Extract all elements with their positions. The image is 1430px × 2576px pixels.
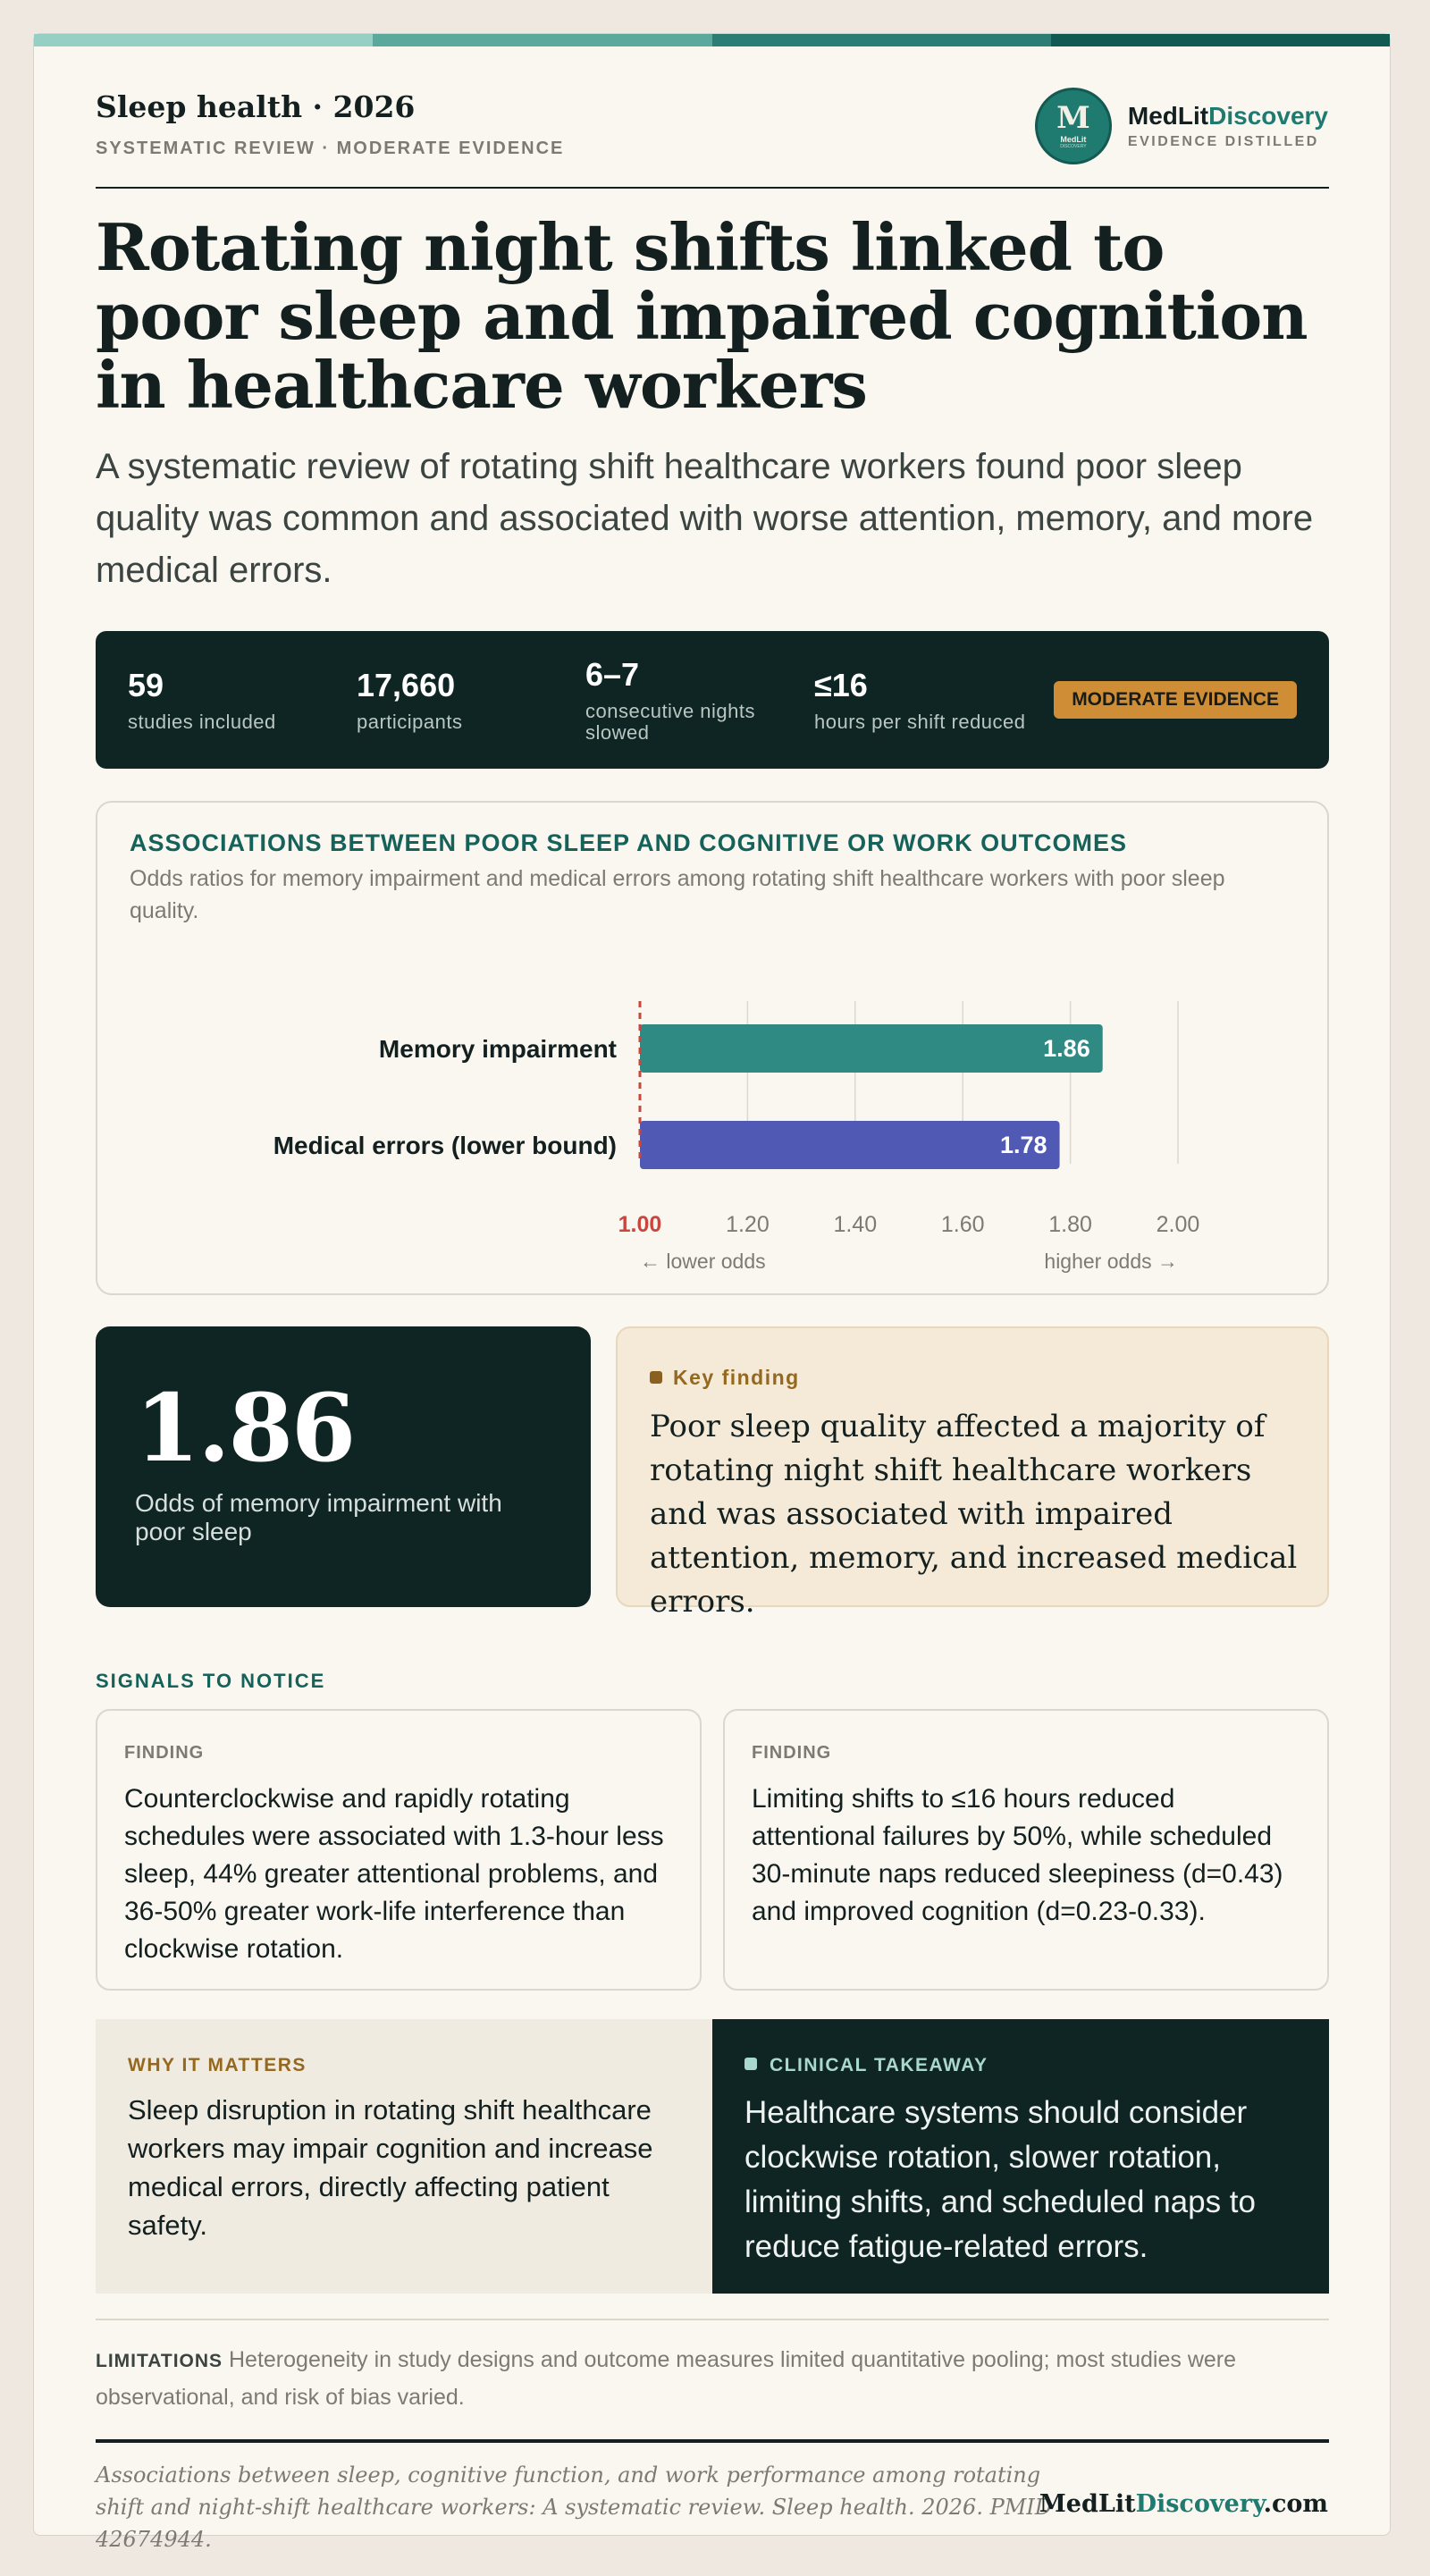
infographic-card — [33, 33, 1391, 2552]
headline: Rotating night shifts linked to poor sleep and impaired cognition in healthcare workers — [96, 209, 1308, 423]
stat-label: consecutive nights slowed — [585, 700, 755, 744]
tick-label-5: 2.00 — [1156, 1212, 1200, 1237]
brand-name-part1: MedLit — [1127, 102, 1209, 130]
takeaway-label — [744, 2055, 988, 2076]
signals-heading: SIGNALS TO NOTICE — [96, 1670, 326, 1692]
top-color-bar — [34, 34, 1390, 46]
stat-shift-hours — [814, 667, 1043, 733]
key-finding-card — [616, 1326, 1329, 1620]
footer-brand-part3: .com — [1263, 2490, 1328, 2518]
logo-letter: M — [1056, 100, 1090, 136]
signal-text: Counterclockwise and rapidly rotating schedules were associated with 1.3-hour less sleep, 44% greater attentional problems, and 36-50% greater work-life interference than clockwise rotation. — [124, 1784, 664, 1964]
lower-odds-annotation: ← lower odds — [640, 1250, 766, 1273]
limitations-text: Heterogeneity in study designs and outcome measures limited quantitative pooling; most studies were observational, and risk of bias varied. — [96, 2347, 1237, 2410]
stat-participants — [357, 667, 585, 733]
signal-text: Limiting shifts to ≤16 hours reduced attentional failures by 50%, while scheduled 30-minute naps reduced sleepiness (d=0.43) and improved cognition (d=0.23-0.33). — [752, 1784, 1283, 1926]
tick-label-3: 1.60 — [940, 1212, 985, 1237]
brand-name — [1128, 102, 1328, 130]
key-finding-text: Poor sleep quality affected a majority of rotating night shift healthcare workers and was associated with impaired attention, memory, and increased medical errors. — [650, 1409, 1298, 1620]
bullet-icon — [650, 1371, 662, 1384]
bullet-icon — [744, 2058, 757, 2070]
takeaway-text: Healthcare systems should consider clockwise rotation, slower rotation, limiting shifts, and scheduled naps to reduce fatigue-related errors. — [744, 2095, 1256, 2264]
header-divider — [96, 187, 1329, 189]
chart-title: ASSOCIATIONS BETWEEN POOR SLEEP AND COGNITIVE OR WORK OUTCOMES — [130, 829, 1128, 856]
odds-ratio-chart — [97, 803, 1329, 1295]
chart-card — [96, 801, 1329, 1295]
bar-value-label-1: 1.86 — [1043, 1035, 1090, 1062]
chart-subtitle: Odds ratios for memory impairment and medical errors among rotating shift healthcare workers with poor sleep quality. — [130, 866, 1225, 923]
why-it-matters-panel — [96, 2019, 712, 2294]
citation: Associations between sleep, cognitive function, and work performance among rotating shift and night-shift healthcare workers: A systematic review. Sleep health. 2026. PMID 42674944. — [96, 2462, 1053, 2552]
top-bar-segment-3 — [712, 34, 1051, 46]
footer-brand-part2: Discovery — [1135, 2490, 1264, 2518]
why-label: WHY IT MATTERS — [128, 2055, 307, 2075]
takeaway-label-text: CLINICAL TAKEAWAY — [770, 2055, 988, 2075]
logo-icon — [1035, 88, 1112, 164]
tick-label-0: 1.00 — [618, 1212, 662, 1237]
journal-name: Sleep health · 2026 — [96, 89, 416, 124]
tick-label-1: 1.20 — [726, 1212, 770, 1237]
stat-consecutive-nights — [585, 656, 814, 744]
signal-card-2 — [723, 1709, 1329, 1991]
tick-label-2: 1.40 — [833, 1212, 878, 1237]
signal-label: FINDING — [752, 1743, 832, 1763]
why-takeaway-row — [96, 2019, 1329, 2294]
key-finding-label — [650, 1366, 800, 1390]
big-stat-value: 1.86 — [135, 1373, 355, 1483]
signal-label: FINDING — [124, 1743, 205, 1763]
bar-2 — [640, 1121, 1060, 1169]
top-bar-segment-2 — [373, 34, 711, 46]
category-label-2: Medical errors (lower bound) — [273, 1132, 617, 1159]
limitations-divider — [96, 2319, 1329, 2320]
stat-value: 6–7 — [585, 656, 640, 693]
top-bar-segment-4 — [1051, 34, 1390, 46]
brand-text — [1128, 102, 1328, 150]
higher-odds-annotation: higher odds → — [1044, 1250, 1178, 1273]
review-type: SYSTEMATIC REVIEW · MODERATE EVIDENCE — [96, 139, 565, 158]
category-label-1: Memory impairment — [378, 1035, 617, 1063]
logo-small-text: MedLit — [1060, 135, 1087, 144]
top-bar-segment-1 — [34, 34, 373, 46]
stats-bar — [96, 631, 1329, 769]
dek: A systematic review of rotating shift healthcare workers found poor sleep quality was common and associated with worse attention, memory, and more medical errors. — [96, 447, 1314, 590]
big-stat-card — [96, 1326, 591, 1607]
header-left — [96, 89, 564, 159]
footer-brand-part1: MedLit — [1039, 2490, 1136, 2518]
stat-value: ≤16 — [814, 667, 868, 703]
limitations-label: LIMITATIONS — [96, 2351, 223, 2371]
key-finding-label-text: Key finding — [673, 1366, 800, 1389]
stat-label: hours per shift reduced — [814, 711, 1026, 733]
clinical-takeaway-panel — [712, 2019, 1329, 2294]
stat-label: participants — [357, 711, 463, 733]
stat-value: 59 — [128, 667, 164, 703]
tick-label-4: 1.80 — [1048, 1212, 1092, 1237]
logo-tiny-text: DISCOVERY — [1060, 144, 1087, 149]
bar-value-label-2: 1.78 — [999, 1132, 1047, 1158]
stat-label: studies included — [128, 711, 276, 733]
big-stat-label: Odds of memory impairment with poor sleep — [135, 1489, 502, 1545]
brand[interactable] — [1035, 88, 1328, 164]
limitations — [96, 2342, 1329, 2415]
stat-studies — [128, 667, 357, 733]
stat-value: 17,660 — [357, 667, 456, 703]
footer-brand-link[interactable] — [1039, 2490, 1328, 2518]
evidence-badge: MODERATE EVIDENCE — [1054, 681, 1297, 719]
why-text: Sleep disruption in rotating shift healthcare workers may impair cognition and increase medical errors, directly affecting patient safety. — [128, 2094, 653, 2241]
brand-name-part2: Discovery — [1208, 102, 1328, 130]
footer-divider — [96, 2439, 1329, 2443]
signal-card-1 — [96, 1709, 702, 1991]
brand-tagline: EVIDENCE DISTILLED — [1127, 134, 1319, 149]
bar-1 — [640, 1024, 1103, 1073]
